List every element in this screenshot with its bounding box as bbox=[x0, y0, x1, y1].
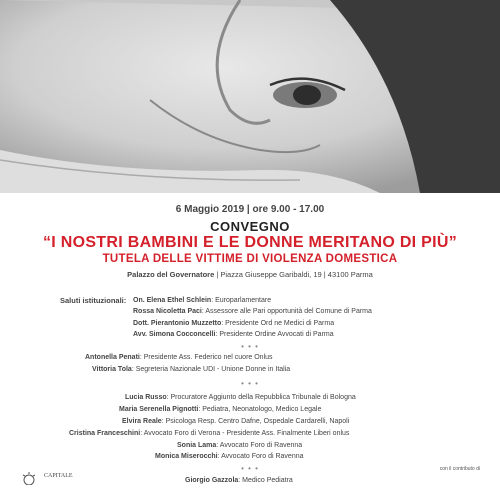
speaker-name: Maria Serenella Pignotti bbox=[119, 406, 199, 413]
event-venue bbox=[0, 270, 500, 279]
speaker-line bbox=[177, 442, 302, 449]
speaker-name: Sonia Lama bbox=[177, 442, 217, 449]
speaker-role: : Avvocato Foro di Verona - Presidente Ass. Finalmente Liberi onlus bbox=[140, 430, 350, 437]
speaker-role: : Avvocato Foro di Ravenna bbox=[217, 453, 304, 460]
speaker-name: Monica Miserocchi bbox=[155, 453, 218, 460]
speaker-name: Antonella Penati bbox=[85, 354, 140, 361]
speaker-name: Giorgio Gazzola bbox=[185, 477, 239, 484]
speaker-line bbox=[69, 430, 349, 437]
speaker-role: : Europarlamentare bbox=[211, 297, 272, 304]
speaker-name: Dott. Pierantonio Muzzetto bbox=[133, 320, 222, 327]
speaker-role: : Assessore alle Pari opportunità del Comune di Parma bbox=[201, 308, 372, 315]
speaker-line bbox=[133, 308, 372, 315]
event-type: CONVEGNO bbox=[210, 219, 290, 234]
speaker-role: : Medico Pediatra bbox=[238, 477, 293, 484]
speaker-role: : Psicologa Resp. Centro Dafne, Ospedale Cardarelli, Napoli bbox=[161, 418, 350, 425]
speaker-line bbox=[133, 320, 334, 327]
speaker-line bbox=[155, 453, 304, 460]
face-photo-illustration bbox=[0, 0, 500, 193]
speaker-role: : Procuratore Aggiunto della Repubblica Tribunale di Bologna bbox=[166, 394, 356, 401]
contribution-label: con il contributo di bbox=[439, 466, 480, 472]
speaker-name: Vittoria Tola bbox=[92, 366, 132, 373]
speaker-role: : Segreteria Nazionale UDI - Unione Donne in Italia bbox=[131, 366, 291, 373]
capitale-logo bbox=[22, 470, 92, 485]
speaker-line bbox=[133, 297, 271, 304]
speaker-name: On. Elena Ethel Schlein bbox=[133, 297, 212, 304]
event-subtitle: TUTELA DELLE VITTIME DI VIOLENZA DOMESTICA bbox=[102, 253, 398, 265]
separator: • • • bbox=[241, 342, 259, 351]
speaker-role: : Presidente Ordine Avvocati di Parma bbox=[215, 331, 334, 338]
separator: • • • bbox=[241, 464, 259, 473]
speaker-line bbox=[125, 394, 356, 401]
venue-address: | Piazza Giuseppe Garibaldi, 19 | 43100 Parma bbox=[214, 270, 373, 279]
speaker-role: : Avvocato Foro di Ravenna bbox=[216, 442, 303, 449]
speaker-role: : Pediatra, Neonatologo, Medico Legale bbox=[198, 406, 322, 413]
header-photo bbox=[0, 0, 500, 193]
speaker-name: Rossa Nicoletta Paci bbox=[133, 308, 202, 315]
speaker-line bbox=[122, 418, 349, 425]
speaker-line bbox=[119, 406, 321, 413]
speaker-name: Lucia Russo bbox=[125, 394, 167, 401]
speaker-name: Cristina Franceschini bbox=[69, 430, 141, 437]
speaker-line bbox=[133, 331, 334, 338]
venue-name: Palazzo del Governatore bbox=[127, 270, 215, 279]
greetings-label: Saluti istituzionali: bbox=[60, 296, 127, 305]
separator: • • • bbox=[241, 379, 259, 388]
logo-text: CAPITALE bbox=[44, 473, 73, 479]
event-title: “I NOSTRI BAMBINI E LE DONNE MERITANO DI PIÙ” bbox=[42, 234, 458, 251]
speaker-line bbox=[185, 477, 293, 484]
speaker-line bbox=[85, 354, 273, 361]
speaker-line bbox=[92, 366, 290, 373]
speaker-role: : Presidente Ass. Federico nel cuore Onlus bbox=[139, 354, 273, 361]
speaker-name: Elvira Reale bbox=[122, 418, 162, 425]
speaker-name: Avv. Simona Cocconcelli bbox=[133, 331, 216, 338]
speaker-role: : Presidente Ord ne Medici di Parma bbox=[221, 320, 335, 327]
event-date: 6 Maggio 2019 | ore 9.00 - 17.00 bbox=[175, 204, 325, 215]
